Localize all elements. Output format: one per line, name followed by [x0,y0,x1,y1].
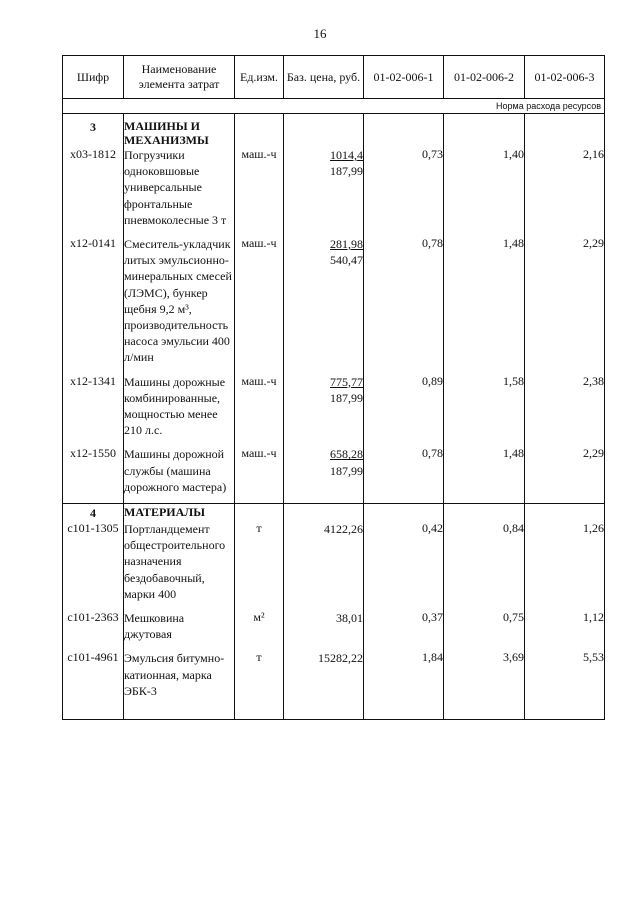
table-row [63,446,605,495]
row-price [284,236,364,366]
price-secondary: 187,99 [330,390,363,405]
row-name: Эмульсия битумно-катионная, марка ЭБК-3 [124,650,235,699]
section-number: 3 [90,120,96,134]
row-price: 4122,26 [284,521,364,602]
page-number: 16 [313,26,327,41]
row-value-1: 0,73 [364,147,444,228]
row-code: с101-4961 [63,650,124,699]
table-row [63,610,605,642]
norm-label: Норма расхода ресурсов [63,99,605,114]
row-value-1: 0,78 [364,446,444,495]
table-row [63,521,605,602]
price-secondary: 187,99 [330,164,363,179]
row-name: Смеситель-укладчик литых эмульсионно-минеральных смесей (ЛЭМС), бункер щебня 9,2 м³, производительность насоса эмульсии 400 л/мин [124,236,235,366]
row-unit: маш.-ч [235,374,284,439]
row-name: Машины дорожной службы (машина дорожного мастера) [124,446,235,495]
header-c1: 01-02-006-1 [364,56,444,99]
row-value-1: 0,37 [364,610,444,642]
row-value-1: 0,89 [364,374,444,439]
row-price: 15282,22 [284,650,364,699]
row-unit: т [235,521,284,602]
row-price [284,147,364,228]
row-value-2: 0,84 [444,521,525,602]
table-row [63,374,605,439]
price-base: 775,77 [330,374,363,389]
table-bottom-spacer [63,699,605,720]
row-value-2: 3,69 [444,650,525,699]
row-code: с101-1305 [63,521,124,602]
table-row [63,650,605,699]
row-value-2: 1,40 [444,147,525,228]
row-value-3: 2,38 [525,374,605,439]
row-price: 38,01 [284,610,364,642]
norm-row [63,99,605,114]
row-value-2: 1,48 [444,236,525,366]
row-name: Погрузчики одноковшовые универсальные фронтальные пневмоколесные 3 т [124,147,235,228]
row-name: Мешковина джутовая [124,610,235,642]
price-base: 658,28 [330,447,363,462]
row-unit: маш.-ч [235,147,284,228]
row-value-3: 5,53 [525,650,605,699]
price-base: 1014,4 [330,148,363,162]
table-row [63,236,605,366]
section-number: 4 [90,506,96,521]
row-name: Машины дорожные комбинированные, мощностью менее 210 л.с. [124,374,235,439]
price-secondary: 540,47 [330,253,363,268]
row-value-1: 0,42 [364,521,444,602]
row-code: х03-1812 [63,147,124,228]
row-value-3: 2,29 [525,236,605,366]
row-price [284,374,364,439]
row-value-3: 1,26 [525,521,605,602]
row-code: х12-1550 [63,446,124,495]
row-value-2: 0,75 [444,610,525,642]
row-value-1: 0,78 [364,236,444,366]
table-row [63,147,605,228]
row-code: х12-0141 [63,236,124,366]
row-unit: маш.-ч [235,236,284,366]
row-value-1: 1,84 [364,650,444,699]
header-c2: 01-02-006-2 [444,56,525,99]
section-title: МАШИНЫ И МЕХАНИЗМЫ [124,119,209,147]
row-code: х12-1341 [63,374,124,439]
header-name: Наименование элемента затрат [124,56,235,99]
section-header-row [63,504,605,522]
table-header-row [63,56,605,99]
row-price [284,446,364,495]
section-title: МАТЕРИАЛЫ [124,505,205,520]
row-value-3: 1,12 [525,610,605,642]
header-price: Баз. цена, руб. [284,56,364,99]
row-name: Портландцемент общестроительного назначения бездобавочный, марки 400 [124,521,235,602]
row-value-3: 2,29 [525,446,605,495]
row-value-2: 1,58 [444,374,525,439]
row-code: с101-2363 [63,610,124,642]
price-secondary: 187,99 [330,463,363,478]
header-code: Шифр [63,56,124,99]
row-unit: м² [235,610,284,642]
header-unit: Ед.изм. [235,56,284,99]
section-header-row [63,114,605,148]
price-base: 281,98 [330,237,363,252]
resource-norms-table [62,55,605,720]
row-value-2: 1,48 [444,446,525,495]
row-unit: т [235,650,284,699]
header-c3: 01-02-006-3 [525,56,605,99]
row-value-3: 2,16 [525,147,605,228]
row-unit: маш.-ч [235,446,284,495]
